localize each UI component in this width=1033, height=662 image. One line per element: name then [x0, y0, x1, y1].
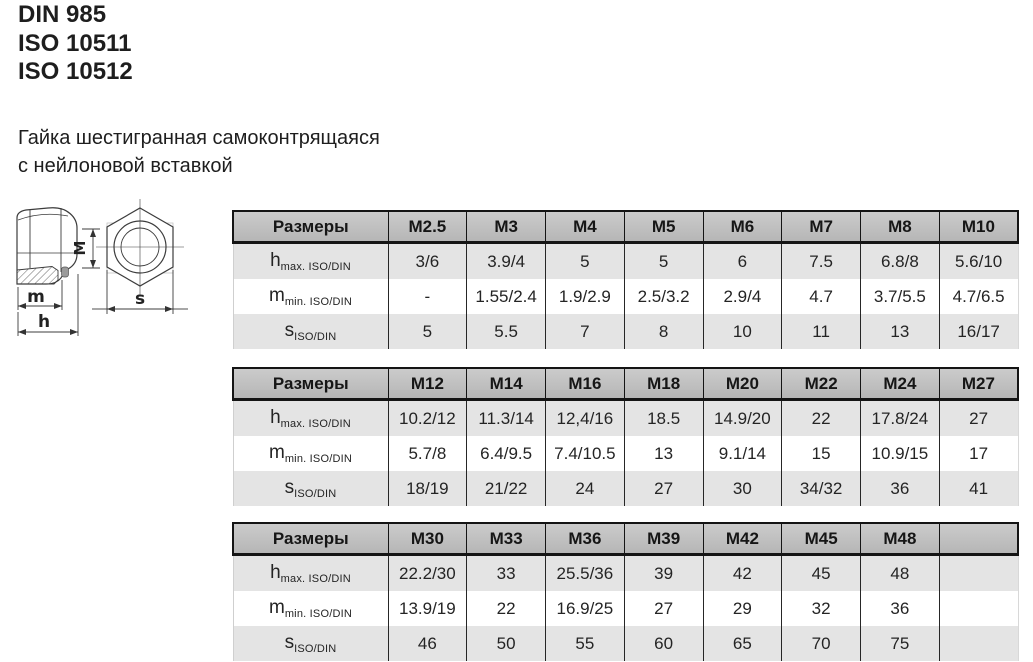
size-column-header: M48	[861, 523, 940, 555]
value-cell: 30	[703, 471, 782, 506]
size-column-header: M4	[546, 211, 625, 243]
value-cell: -	[388, 279, 467, 314]
table-row	[233, 243, 1018, 280]
subtitle-line-2: с нейлоновой вставкой	[18, 155, 233, 177]
value-cell: 65	[703, 626, 782, 661]
sizes-header-cell: Размеры	[233, 523, 388, 555]
row-label-h: $h_{max. ISO/DIN}$	[233, 400, 388, 437]
value-cell: 3.9/4	[467, 243, 546, 280]
dimension-table-m12-m27	[232, 367, 1019, 506]
value-cell: 25.5/36	[546, 555, 625, 592]
dimension-M-label: M	[71, 240, 89, 256]
size-column-header: M30	[388, 523, 467, 555]
size-column-header: M14	[467, 368, 546, 400]
value-cell: 34/32	[782, 471, 861, 506]
value-cell: 18.5	[624, 400, 703, 437]
value-cell: 6.8/8	[861, 243, 940, 280]
value-cell: 32	[782, 591, 861, 626]
size-column-header: M33	[467, 523, 546, 555]
row-label-s: $s_{ISO/DIN}$	[233, 471, 388, 506]
value-cell: 17.8/24	[861, 400, 940, 437]
value-cell: 13	[624, 436, 703, 471]
value-cell: 50	[467, 626, 546, 661]
value-cell: 10	[703, 314, 782, 349]
value-cell: 41	[939, 471, 1018, 506]
row-label-h: $h_{max. ISO/DIN}$	[233, 555, 388, 592]
dimension-h-label: h	[37, 312, 51, 332]
value-cell: 55	[546, 626, 625, 661]
row-label-m: $m_{min. ISO/DIN}$	[233, 436, 388, 471]
value-cell: 16/17	[939, 314, 1018, 349]
size-column-header: M42	[703, 523, 782, 555]
value-cell: 33	[467, 555, 546, 592]
value-cell: 18/19	[388, 471, 467, 506]
size-column-header: M39	[624, 523, 703, 555]
value-cell: 3.7/5.5	[861, 279, 940, 314]
size-column-header: M12	[388, 368, 467, 400]
dimension-s-label: s	[134, 289, 146, 309]
value-cell: 8	[624, 314, 703, 349]
value-cell: 21/22	[467, 471, 546, 506]
value-cell: 27	[939, 400, 1018, 437]
value-cell: 17	[939, 436, 1018, 471]
value-cell: 6	[703, 243, 782, 280]
value-cell: 39	[624, 555, 703, 592]
row-label-s: $s_{ISO/DIN}$	[233, 314, 388, 349]
table-header-row	[233, 211, 1018, 243]
nut-side-view	[17, 208, 77, 284]
table-row	[233, 400, 1018, 437]
value-cell: 29	[703, 591, 782, 626]
value-cell: 10.2/12	[388, 400, 467, 437]
row-label-m: $m_{min. ISO/DIN}$	[233, 279, 388, 314]
size-column-header: M22	[782, 368, 861, 400]
table-row	[233, 314, 1018, 349]
size-column-header: M6	[703, 211, 782, 243]
table-header-row	[233, 368, 1018, 400]
value-cell: 1.55/2.4	[467, 279, 546, 314]
size-column-header: M18	[624, 368, 703, 400]
value-cell: 3/6	[388, 243, 467, 280]
value-cell: 75	[861, 626, 940, 661]
table-row	[233, 626, 1018, 661]
value-cell	[939, 591, 1018, 626]
value-cell: 4.7	[782, 279, 861, 314]
size-column-header: M45	[782, 523, 861, 555]
size-column-header: M5	[624, 211, 703, 243]
size-column-header: M36	[546, 523, 625, 555]
value-cell: 7.4/10.5	[546, 436, 625, 471]
value-cell: 22	[467, 591, 546, 626]
dimension-m-label: m	[27, 287, 45, 307]
value-cell: 9.1/14	[703, 436, 782, 471]
standard-iso-1: ISO 10511	[18, 29, 132, 57]
sizes-header-cell: Размеры	[233, 368, 388, 400]
value-cell: 46	[388, 626, 467, 661]
table-row	[233, 591, 1018, 626]
value-cell: 36	[861, 471, 940, 506]
value-cell: 48	[861, 555, 940, 592]
size-column-header: M2.5	[388, 211, 467, 243]
nylon-insert-section	[62, 267, 69, 277]
nut-top-view	[96, 199, 184, 295]
value-cell: 24	[546, 471, 625, 506]
standards-title-block	[18, 1, 133, 87]
size-column-header: M8	[861, 211, 940, 243]
table-row	[233, 279, 1018, 314]
table-row	[233, 555, 1018, 592]
size-column-header: M3	[467, 211, 546, 243]
value-cell: 13	[861, 314, 940, 349]
value-cell: 4.7/6.5	[939, 279, 1018, 314]
value-cell: 5	[546, 243, 625, 280]
value-cell: 36	[861, 591, 940, 626]
size-column-header: M7	[782, 211, 861, 243]
size-column-header: M20	[703, 368, 782, 400]
value-cell: 22.2/30	[388, 555, 467, 592]
value-cell: 16.9/25	[546, 591, 625, 626]
standard-iso-2: ISO 10512	[18, 58, 133, 85]
dimension-table-m2_5-m10	[232, 210, 1019, 349]
value-cell: 5.6/10	[939, 243, 1018, 280]
value-cell: 13.9/19	[388, 591, 467, 626]
table-row	[233, 436, 1018, 471]
value-cell: 7	[546, 314, 625, 349]
value-cell: 22	[782, 400, 861, 437]
subtitle-line-1: Гайка шестигранная самоконтрящаяся	[18, 127, 380, 149]
value-cell: 60	[624, 626, 703, 661]
empty-column-header	[939, 523, 1018, 555]
size-column-header: M24	[861, 368, 940, 400]
value-cell	[939, 626, 1018, 661]
row-label-h: $h_{max. ISO/DIN}$	[233, 243, 388, 280]
nut-technical-drawing	[2, 196, 237, 356]
value-cell: 15	[782, 436, 861, 471]
value-cell: 70	[782, 626, 861, 661]
value-cell: 5	[388, 314, 467, 349]
row-label-m: $m_{min. ISO/DIN}$	[233, 591, 388, 626]
value-cell: 5.7/8	[388, 436, 467, 471]
value-cell: 27	[624, 471, 703, 506]
value-cell: 14.9/20	[703, 400, 782, 437]
product-subtitle	[18, 124, 380, 180]
value-cell: 2.9/4	[703, 279, 782, 314]
value-cell: 2.5/3.2	[624, 279, 703, 314]
value-cell: 12,4/16	[546, 400, 625, 437]
value-cell: 42	[703, 555, 782, 592]
value-cell: 7.5	[782, 243, 861, 280]
value-cell: 6.4/9.5	[467, 436, 546, 471]
value-cell: 5	[624, 243, 703, 280]
value-cell: 11.3/14	[467, 400, 546, 437]
table-row	[233, 471, 1018, 506]
size-column-header: M27	[939, 368, 1018, 400]
value-cell: 27	[624, 591, 703, 626]
value-cell: 5.5	[467, 314, 546, 349]
value-cell: 1.9/2.9	[546, 279, 625, 314]
size-column-header: M16	[546, 368, 625, 400]
standard-din: DIN 985	[18, 1, 107, 28]
value-cell: 10.9/15	[861, 436, 940, 471]
value-cell: 11	[782, 314, 861, 349]
row-label-s: $s_{ISO/DIN}$	[233, 626, 388, 661]
sizes-header-cell: Размеры	[233, 211, 388, 243]
value-cell	[939, 555, 1018, 592]
size-column-header: M10	[939, 211, 1018, 243]
value-cell: 45	[782, 555, 861, 592]
dimension-table-m30-m48	[232, 522, 1019, 661]
table-header-row	[233, 523, 1018, 555]
